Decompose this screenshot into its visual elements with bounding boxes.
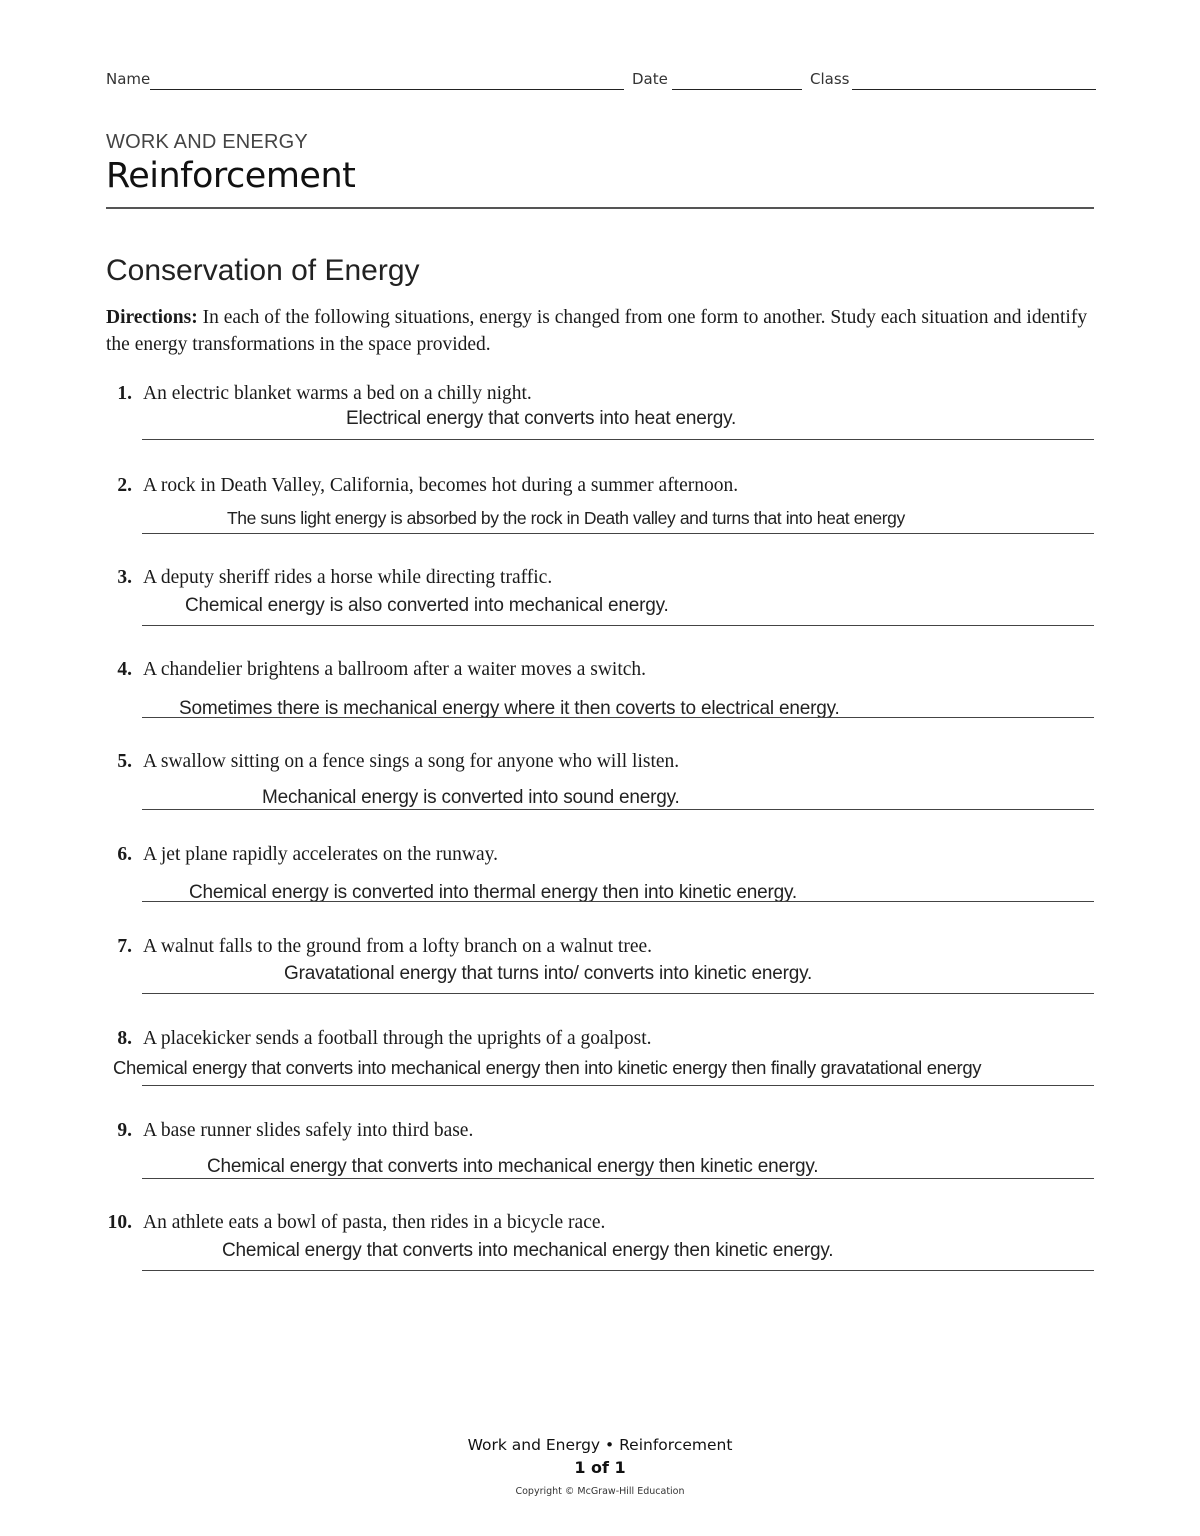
section-title: Conservation of Energy bbox=[106, 254, 420, 287]
question-text: An athlete eats a bowl of pasta, then rides in a bicycle race. bbox=[143, 1212, 606, 1233]
answer-line[interactable] bbox=[142, 625, 1094, 626]
question-number: 1. bbox=[117, 383, 132, 404]
question-text: A deputy sheriff rides a horse while directing traffic. bbox=[143, 567, 553, 588]
question-text: A walnut falls to the ground from a lofty branch on a walnut tree. bbox=[143, 936, 653, 957]
answer-text: Chemical energy that converts into mechanical energy then into kinetic energy then finally gravatational energy bbox=[113, 1057, 982, 1078]
question-text: A jet plane rapidly accelerates on the runway. bbox=[143, 844, 498, 865]
question-number: 3. bbox=[117, 567, 132, 588]
directions-label: Directions: bbox=[106, 307, 198, 328]
question-text: A placekicker sends a football through the uprights of a goalpost. bbox=[143, 1028, 652, 1049]
name-label: Name bbox=[106, 70, 151, 88]
question-number: 10. bbox=[107, 1212, 132, 1233]
answer-line[interactable] bbox=[142, 1178, 1094, 1179]
page-number: 1 of 1 bbox=[574, 1458, 626, 1477]
question-number: 5. bbox=[117, 751, 132, 772]
answer-line[interactable] bbox=[142, 901, 1094, 902]
name-field[interactable] bbox=[150, 89, 624, 90]
document-title: Reinforcement bbox=[106, 156, 356, 196]
answer-text: Sometimes there is mechanical energy where it then coverts to electrical energy. bbox=[179, 698, 840, 719]
answer-text: The suns light energy is absorbed by the rock in Death valley and turns that into heat energy bbox=[227, 508, 905, 528]
footer-title: Work and Energy • Reinforcement bbox=[467, 1436, 733, 1454]
question-number: 7. bbox=[117, 936, 132, 957]
question-text: A rock in Death Valley, California, becomes hot during a summer afternoon. bbox=[143, 475, 739, 496]
answer-text: Mechanical energy is converted into sound energy. bbox=[262, 787, 680, 808]
question-text: A base runner slides safely into third base. bbox=[143, 1120, 474, 1141]
answer-text: Gravatational energy that turns into/ converts into kinetic energy. bbox=[284, 963, 813, 984]
class-label: Class bbox=[810, 70, 850, 88]
answer-line[interactable] bbox=[142, 439, 1094, 440]
question-text: An electric blanket warms a bed on a chilly night. bbox=[143, 383, 532, 404]
answer-text: Chemical energy is also converted into mechanical energy. bbox=[185, 595, 669, 616]
directions bbox=[106, 304, 1096, 358]
unit-title: WORK AND ENERGY bbox=[106, 131, 308, 153]
class-field[interactable] bbox=[852, 89, 1096, 90]
answer-line[interactable] bbox=[142, 1270, 1094, 1271]
answer-text: Electrical energy that converts into heat energy. bbox=[346, 408, 737, 429]
answer-line[interactable] bbox=[142, 993, 1094, 994]
question-number: 4. bbox=[117, 659, 132, 680]
answer-text: Chemical energy that converts into mechanical energy then kinetic energy. bbox=[222, 1240, 834, 1261]
date-field[interactable] bbox=[672, 89, 802, 90]
question-number: 9. bbox=[117, 1120, 132, 1141]
directions-text: In each of the following situations, energy is changed from one form to another. Study each situation and identify the energy transformations in the space provided. bbox=[106, 307, 1088, 355]
student-info-header bbox=[106, 68, 1096, 92]
answer-text: Chemical energy is converted into thermal energy then into kinetic energy. bbox=[189, 882, 797, 903]
copyright-notice: Copyright © McGraw-Hill Education bbox=[515, 1486, 685, 1497]
title-divider bbox=[106, 207, 1094, 209]
date-label: Date bbox=[632, 70, 668, 88]
question-text: A chandelier brightens a ballroom after a waiter moves a switch. bbox=[143, 659, 647, 680]
answer-line[interactable] bbox=[142, 533, 1094, 534]
question-number: 6. bbox=[117, 844, 132, 865]
question-number: 8. bbox=[117, 1028, 132, 1049]
answer-line[interactable] bbox=[142, 809, 1094, 810]
question-number: 2. bbox=[117, 475, 132, 496]
answer-line[interactable] bbox=[142, 717, 1094, 718]
answer-line[interactable] bbox=[142, 1085, 1094, 1086]
question-text: A swallow sitting on a fence sings a song for anyone who will listen. bbox=[143, 751, 680, 772]
answer-text: Chemical energy that converts into mechanical energy then kinetic energy. bbox=[207, 1156, 819, 1177]
